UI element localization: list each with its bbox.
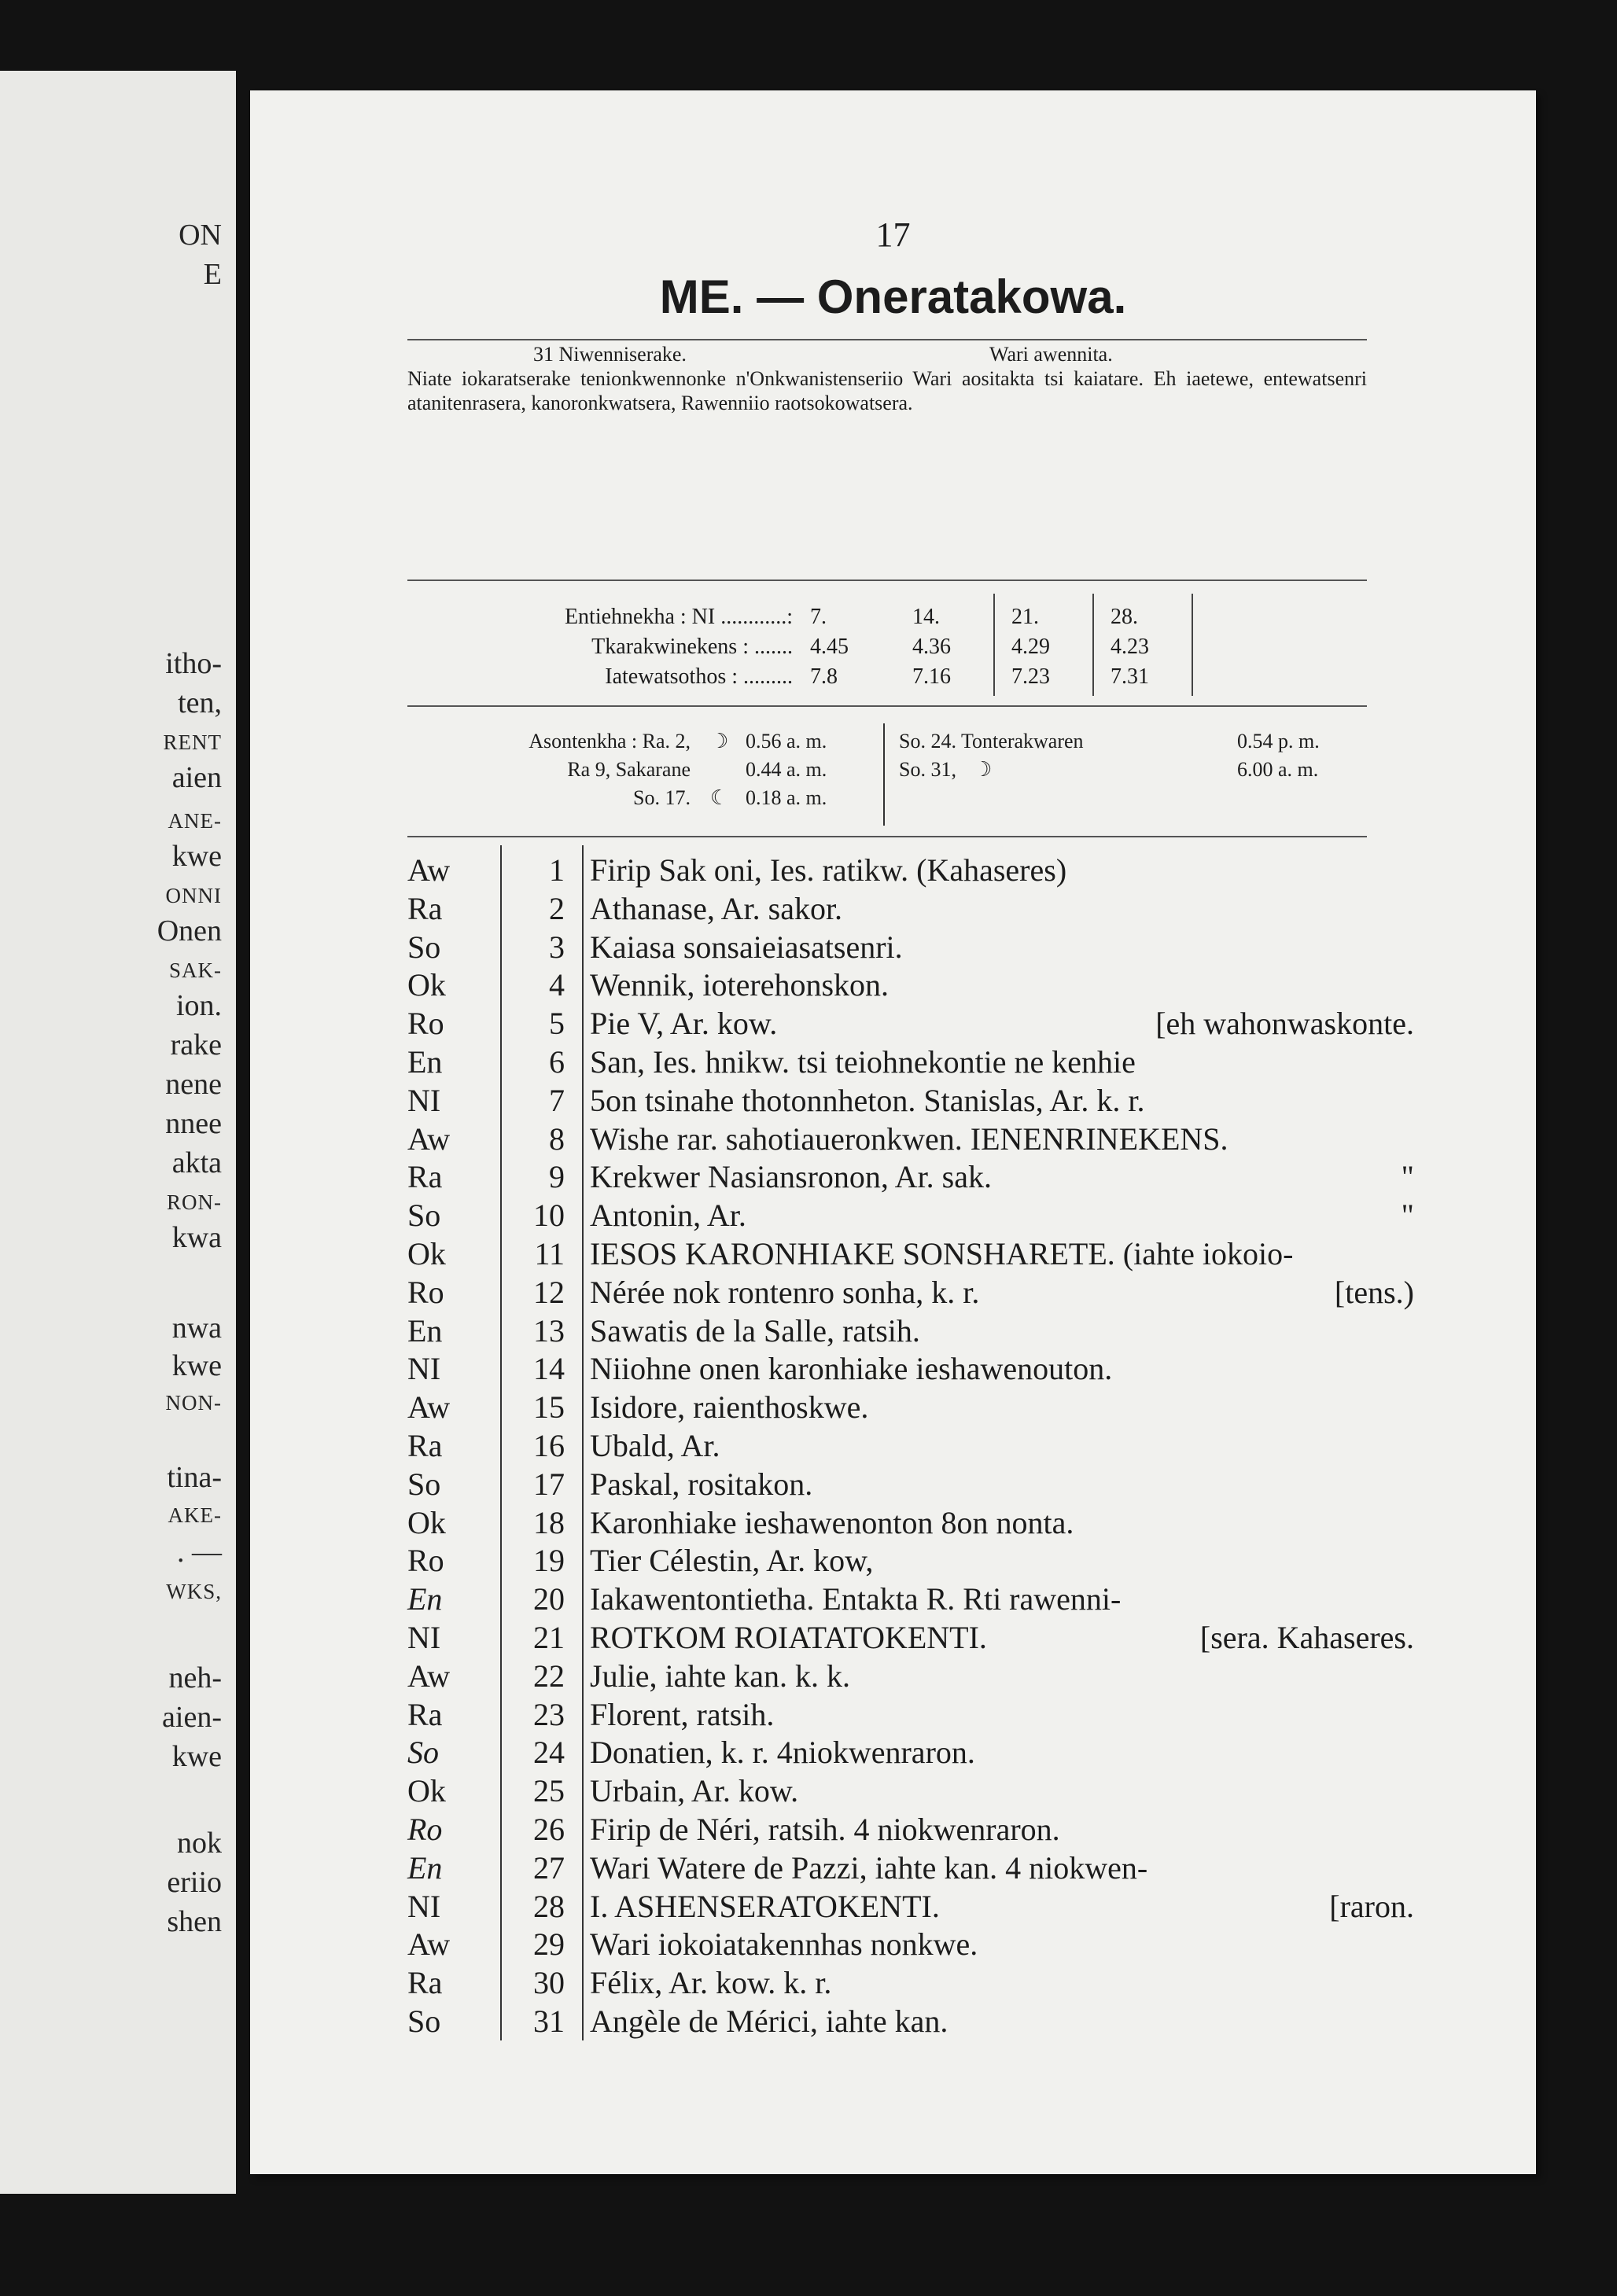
day-saint-text: Pie V, Ar. kow. — [590, 1006, 778, 1042]
day-number: 14 — [533, 1351, 565, 1387]
day-row — [407, 1274, 1414, 1312]
day-row — [407, 1312, 1383, 1350]
left-page-fragment: rake — [170, 1028, 222, 1062]
day-saint-text: I. ASHENSERATOKENTI. — [590, 1888, 940, 1924]
left-page-fragment: shen — [167, 1905, 222, 1938]
left-page-fragment: neh- — [168, 1661, 222, 1694]
moon-phase-icon: ☾ — [710, 786, 729, 809]
sun-times-cell: 4.29 — [1011, 635, 1050, 659]
sun-times-cell: 7.16 — [912, 664, 951, 689]
day-of-week: Aw — [407, 852, 451, 888]
month-intro-text: Niate iokaratserake tenionkwennonke n'Onkwanistenseriio Wari aositakta tsi kaiatare. Eh iaetewe, entewatsenri atanitenrasera, kanoronkwatsera, Rawenniio raotsokowatsera. — [407, 367, 1367, 414]
day-number: 9 — [549, 1159, 565, 1195]
day-of-week: En — [407, 1581, 443, 1617]
left-page-fragment: nok — [177, 1827, 222, 1860]
day-saint-text: ROTKOM ROIATATOKENTI. — [590, 1620, 987, 1655]
day-of-week: Ok — [407, 1236, 446, 1271]
left-page-fragment: ANE- — [168, 809, 222, 833]
day-saint-text: Sawatis de la Salle, ratsih. — [590, 1312, 920, 1349]
day-saint-text: Athanase, Ar. sakor. — [590, 890, 843, 926]
day-saint-text: Isidore, raienthoskwe. — [590, 1389, 869, 1426]
day-saint-text: Donatien, k. r. 4niokwenraron. — [590, 1735, 975, 1771]
day-saint-text: Karonhiake ieshawenonton 8on nonta. — [590, 1504, 1074, 1540]
day-saint-text: Wari iokoiatakennhas nonkwe. — [590, 1926, 978, 1963]
day-continuation-text: [eh wahonwaskonte. — [1155, 1006, 1414, 1042]
day-number: 17 — [533, 1466, 565, 1502]
day-saint-text: Julie, iahte kan. k. k. — [590, 1658, 851, 1694]
day-saint-text: Wari Watere de Pazzi, iahte kan. 4 niokwen- — [590, 1849, 1148, 1886]
day-row — [407, 1427, 1383, 1465]
day-saint-text: Kaiasa sonsaieiasatsenri. — [590, 929, 903, 965]
phase-time: 0.44 a. m. — [746, 758, 827, 781]
day-row — [407, 1619, 1414, 1657]
day-saint-text: Paskal, rositakon. — [590, 1466, 813, 1502]
day-number: 24 — [533, 1735, 565, 1771]
day-number: 8 — [549, 1120, 565, 1157]
left-page-fragment: ONNI — [165, 884, 222, 907]
day-number: 13 — [533, 1312, 565, 1349]
phases-divider — [883, 723, 885, 826]
day-number: 15 — [533, 1389, 565, 1426]
intro-rule — [407, 580, 1367, 581]
day-row — [407, 929, 1383, 966]
day-row — [407, 890, 1383, 928]
day-number-divider-left — [500, 845, 502, 2040]
left-page-fragment: WKS, — [166, 1580, 222, 1603]
left-page-fragment: itho- — [165, 647, 222, 680]
day-of-week: Ro — [407, 1543, 444, 1579]
day-number: 27 — [533, 1849, 565, 1886]
day-row — [407, 1082, 1383, 1120]
day-saint-text: Niiohne onen karonhiake ieshawenouton. — [590, 1351, 1113, 1387]
left-page-fragment: ion. — [175, 989, 222, 1022]
left-page-fragment: aien — [171, 761, 222, 794]
left-page-fragment: akta — [171, 1146, 222, 1179]
day-of-week: Aw — [407, 1120, 451, 1157]
day-continuation-text: [sera. Kahaseres. — [1199, 1620, 1414, 1655]
day-continuation-text: " — [1401, 1198, 1414, 1234]
left-page-fragment: SAK- — [168, 959, 222, 982]
day-of-week: Ok — [407, 967, 446, 1003]
day-row — [407, 1350, 1383, 1388]
sun-times-cell: 7.23 — [1011, 664, 1050, 689]
day-row — [407, 1542, 1383, 1580]
left-page-fragment: AKE- — [168, 1503, 222, 1527]
day-number: 3 — [549, 929, 565, 965]
day-row — [407, 2003, 1383, 2040]
sun-times-row-label: Tkarakwinekens : ....... — [591, 635, 793, 659]
day-of-week: So — [407, 1466, 441, 1502]
day-number-divider-right — [582, 845, 584, 2040]
day-number: 7 — [549, 1082, 565, 1118]
day-saint-text: Florent, ratsih. — [590, 1696, 775, 1732]
day-number: 10 — [533, 1198, 565, 1234]
day-saint-text: Wishe rar. sahotiaueronkwen. IENENRINEKENS. — [590, 1120, 1228, 1157]
day-number: 31 — [533, 2003, 565, 2039]
day-row — [407, 966, 1383, 1004]
day-row — [407, 1005, 1414, 1043]
moon-phase-icon: ☽ — [710, 730, 729, 752]
left-page-fragment: nnee — [165, 1107, 222, 1140]
day-saint-text: Nérée nok rontenro sonha, k. r. — [590, 1274, 980, 1310]
sun-times-row-label: Iatewatsothos : ......... — [605, 664, 793, 689]
day-row — [407, 1466, 1383, 1503]
left-page-fragment: kwe — [171, 1740, 222, 1773]
day-saint-text: 5on tsinahe thotonnheton. Stanislas, Ar. k. r. — [590, 1082, 1145, 1118]
day-saint-text: Wennik, ioterehonskon. — [590, 967, 890, 1003]
day-of-week: Ra — [407, 890, 443, 926]
left-page-fragment: E — [203, 258, 222, 291]
left-page-fragment: NON- — [165, 1391, 222, 1415]
day-row — [407, 1389, 1383, 1426]
phase-time: 0.54 p. m. — [1237, 730, 1320, 752]
title-rule — [407, 339, 1367, 340]
left-page-fragment: ON — [179, 219, 222, 252]
moon-phase-icon: ☽ — [974, 758, 993, 781]
table-rule — [407, 705, 1367, 707]
day-row — [407, 1197, 1414, 1234]
day-row — [407, 1888, 1414, 1926]
day-of-week: NI — [407, 1351, 441, 1387]
day-saint-text: Firip de Néri, ratsih. 4 niokwenraron. — [590, 1812, 1060, 1847]
left-page-fragment: kwa — [171, 1221, 222, 1254]
calendar-page — [250, 90, 1536, 2174]
day-number: 22 — [533, 1658, 565, 1694]
day-of-week: Ra — [407, 1428, 443, 1463]
left-page-fragment: kwe — [171, 840, 222, 873]
day-number: 5 — [549, 1006, 565, 1042]
left-page-fragment: eriio — [167, 1866, 222, 1899]
table-divider — [993, 594, 995, 696]
day-of-week: En — [407, 1044, 443, 1080]
day-row — [407, 1504, 1383, 1542]
left-page-fragment: . — — [177, 1536, 222, 1569]
day-of-week: Ro — [407, 1274, 444, 1310]
day-of-week: So — [407, 2003, 441, 2039]
left-page-fragment: nene — [165, 1068, 222, 1101]
sun-times-cell: 4.45 — [810, 635, 849, 659]
day-number: 20 — [533, 1581, 565, 1617]
day-saint-text: San, Ies. hnikw. tsi teiohnekontie ne kenhie — [590, 1044, 1136, 1080]
day-row — [407, 1734, 1383, 1772]
day-of-week: NI — [407, 1888, 441, 1924]
sun-times-cell: 7.8 — [810, 664, 838, 689]
table-divider — [1092, 594, 1094, 696]
phases-rule — [407, 836, 1367, 837]
sun-times-cell: 7. — [810, 605, 827, 629]
sun-times-row-label: Entiehnekha : NI ............: — [564, 605, 793, 629]
day-row — [407, 1158, 1414, 1196]
month-dedication: Wari awennita. — [989, 343, 1113, 366]
day-saint-text: Tier Célestin, Ar. kow, — [590, 1543, 874, 1579]
day-number: 2 — [549, 890, 565, 926]
day-row — [407, 1849, 1383, 1887]
phase-label: Ra 9, Sakarane — [567, 758, 691, 781]
left-page-fragment: aien- — [162, 1701, 222, 1734]
phase-time: 0.18 a. m. — [746, 786, 827, 809]
day-number: 12 — [533, 1274, 565, 1310]
day-of-week: En — [407, 1849, 443, 1886]
day-row — [407, 1580, 1383, 1618]
day-of-week: Ra — [407, 1159, 443, 1195]
day-of-week: Ro — [407, 1006, 444, 1042]
day-number: 19 — [533, 1543, 565, 1579]
day-number: 25 — [533, 1773, 565, 1809]
phase-label: So. 31, — [899, 758, 956, 781]
day-of-week: So — [407, 1198, 441, 1234]
left-page-fragment: kwe — [171, 1349, 222, 1382]
day-of-week: NI — [407, 1620, 441, 1655]
day-number: 4 — [549, 967, 565, 1003]
day-saint-text: Ubald, Ar. — [590, 1428, 720, 1463]
phase-label: So. 24. Tonterakwaren — [899, 730, 1084, 752]
day-row — [407, 852, 1383, 889]
day-continuation-text: [tens.) — [1334, 1274, 1414, 1310]
left-page-fragment: tina- — [167, 1461, 222, 1494]
day-row — [407, 1658, 1383, 1695]
phase-label: So. 17. — [633, 786, 691, 809]
left-page-fragment: ten, — [178, 686, 222, 719]
day-saint-text: Antonin, Ar. — [590, 1198, 746, 1234]
day-number: 30 — [533, 1965, 565, 2001]
sun-times-cell: 4.23 — [1111, 635, 1149, 659]
sun-times-cell: 7.31 — [1111, 664, 1149, 689]
day-of-week: Ro — [407, 1812, 443, 1847]
left-page-fragment: RENT — [163, 730, 222, 754]
day-saint-text: Iakawentontiethа. Entakta R. Rti rawenni- — [590, 1581, 1122, 1617]
day-number: 1 — [549, 852, 565, 888]
day-saint-text: Firip Sak oni, Ies. ratikw. (Kahaseres) — [590, 852, 1067, 888]
day-row — [407, 1964, 1383, 2002]
left-page-fragment: nwa — [171, 1312, 222, 1345]
page-number: 17 — [875, 215, 911, 254]
day-number: 23 — [533, 1696, 565, 1732]
table-divider — [1192, 594, 1193, 696]
day-of-week: Aw — [407, 1389, 451, 1426]
left-page-edge — [0, 71, 236, 2194]
day-row — [407, 1811, 1383, 1849]
day-of-week: Aw — [407, 1658, 451, 1694]
day-continuation-text: " — [1401, 1159, 1414, 1195]
moon-phases — [407, 723, 1367, 826]
month-intro — [407, 342, 1367, 415]
day-number: 21 — [533, 1620, 565, 1655]
day-of-week: Ra — [407, 1965, 443, 2001]
day-of-week: Ok — [407, 1504, 446, 1540]
day-saint-text: Urbain, Ar. kow. — [590, 1773, 799, 1809]
day-saint-text: Krekwer Nasiansronon, Ar. sak. — [590, 1159, 992, 1195]
phase-label: Asontenkha : Ra. 2, — [529, 730, 691, 752]
day-of-week: En — [407, 1312, 443, 1349]
sun-times-cell: 28. — [1111, 605, 1138, 629]
day-number: 28 — [533, 1888, 565, 1924]
day-row — [407, 1772, 1383, 1810]
day-saint-text: Angèle de Mérici, iahte kan. — [590, 2003, 948, 2039]
day-row — [407, 1696, 1383, 1734]
day-of-week: Aw — [407, 1926, 451, 1963]
day-row — [407, 1235, 1383, 1273]
day-of-week: So — [407, 929, 441, 965]
sun-times-cell: 21. — [1011, 605, 1039, 629]
day-number: 26 — [533, 1812, 565, 1847]
day-of-week: So — [407, 1735, 439, 1771]
day-number: 18 — [533, 1504, 565, 1540]
day-of-week: Ra — [407, 1696, 443, 1732]
sun-times-table — [407, 594, 1367, 696]
day-row — [407, 1120, 1383, 1158]
day-number: 6 — [549, 1044, 565, 1080]
day-of-week: NI — [407, 1082, 441, 1118]
month-title: ME. — Oneratakowa. — [659, 270, 1127, 323]
left-page-fragment: RON- — [167, 1190, 222, 1214]
day-number: 29 — [533, 1926, 565, 1963]
day-row — [407, 1043, 1383, 1081]
left-page-fragment: Onen — [157, 914, 222, 947]
day-number: 11 — [534, 1236, 565, 1271]
day-saint-text: Félix, Ar. kow. k. r. — [590, 1965, 832, 2001]
sun-times-cell: 4.36 — [912, 635, 951, 659]
sun-times-cell: 14. — [912, 605, 940, 629]
phase-time: 6.00 a. m. — [1237, 758, 1319, 781]
days-in-month-label: 31 Niwenniserake. — [533, 343, 687, 366]
day-of-week: Ok — [407, 1773, 446, 1809]
day-number: 16 — [533, 1428, 565, 1463]
day-saint-text: IESOS KARONHIAKE SONSHARETE. (iahte iokoio- — [590, 1236, 1294, 1271]
day-continuation-text: [raron. — [1329, 1888, 1414, 1924]
day-row — [407, 1926, 1383, 1963]
phase-time: 0.56 a. m. — [746, 730, 827, 752]
